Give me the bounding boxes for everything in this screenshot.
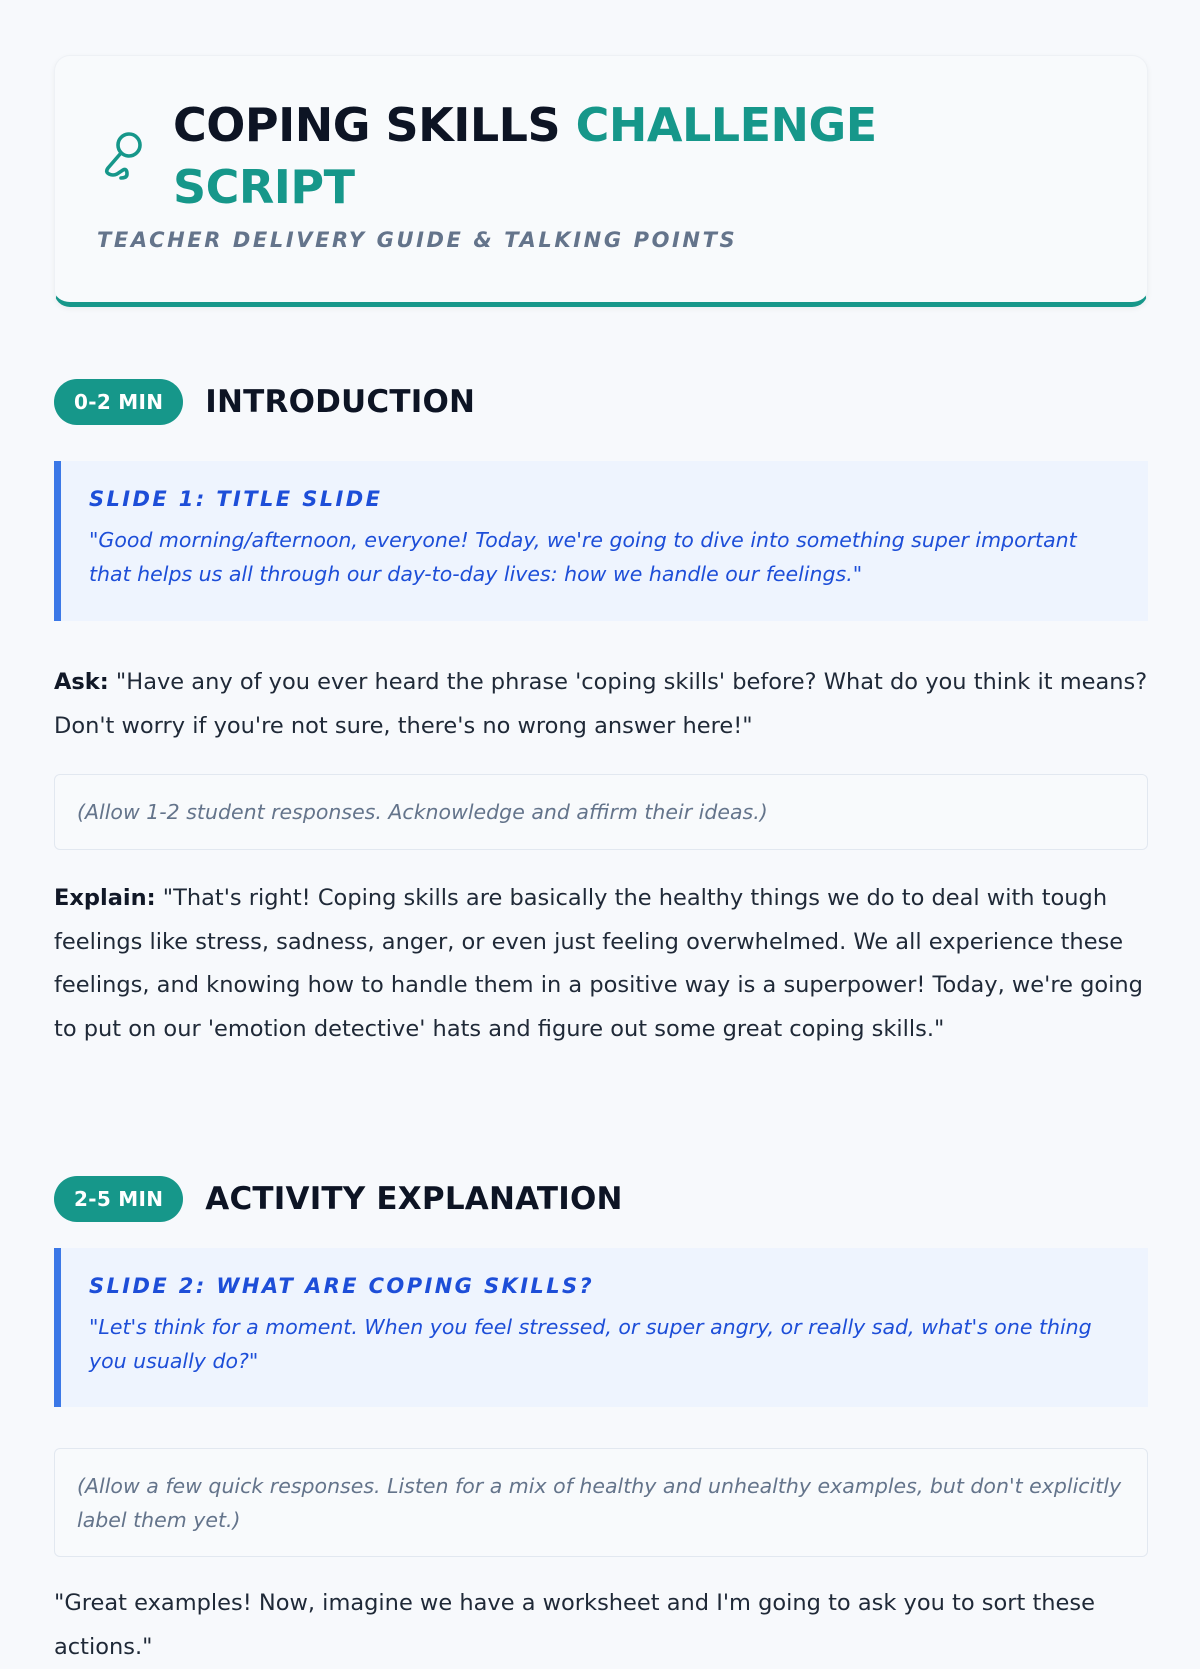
title-main: COPING SKILLS: [173, 98, 576, 152]
time-badge: 0-2 MIN: [54, 379, 183, 425]
page-title: [173, 94, 1053, 218]
slide-quote: "Let's think for a moment. When you feel stressed, or super angry, or really sad, what's one thing you usually do?": [89, 1315, 1092, 1373]
explain-paragraph: [54, 877, 1154, 1051]
ask-paragraph: [54, 661, 1154, 748]
time-badge: 2-5 MIN: [54, 1176, 183, 1222]
slide-quote: "Good morning/afternoon, everyone! Today, we're going to dive into something super important that helps us all through our day-to-day lives: how we handle our feelings.": [89, 528, 1077, 586]
section-header-activity-explanation: [54, 1176, 623, 1222]
header-card: [54, 55, 1148, 307]
slide-callout: [54, 461, 1148, 621]
section-header-introduction: [54, 379, 475, 425]
explain-label: Explain:: [54, 885, 156, 911]
ask-label: Ask:: [54, 669, 109, 695]
microphone-icon: [99, 128, 147, 182]
continuation-paragraph: "Great examples! Now, imagine we have a worksheet and I'm going to ask you to sort these actions.": [54, 1590, 1095, 1660]
title-accent: CHALLENGE SCRIPT: [173, 98, 877, 214]
slide-callout: [54, 1248, 1148, 1407]
section-title: INTRODUCTION: [205, 384, 476, 420]
stage-direction-note: (Allow 1-2 student responses. Acknowledge and affirm their ideas.): [54, 774, 1148, 850]
section-title: ACTIVITY EXPLANATION: [205, 1181, 623, 1217]
slide-label: SLIDE 1: TITLE SLIDE: [89, 487, 383, 511]
ask-text: "Have any of you ever heard the phrase 'coping skills' before? What do you think it means? Don't worry if you're not sure, there's no wrong answer here!": [54, 669, 1148, 739]
page-subtitle: TEACHER DELIVERY GUIDE & TALKING POINTS: [97, 228, 738, 252]
stage-direction-note: (Allow a few quick responses. Listen for a mix of healthy and unhealthy examples, but don't explicitly label them yet.): [54, 1448, 1148, 1557]
slide-label: SLIDE 2: WHAT ARE COPING SKILLS?: [89, 1274, 595, 1298]
explain-text: "That's right! Coping skills are basically the healthy things we do to deal with tough feelings like stress, sadness, anger, or even just feeling overwhelmed. We all experience these feelings, and knowing how to handle them in a positive way is a superpower! Today, we're going to put on our 'emotion detective' hats and figure out some great coping skills.": [54, 885, 1143, 1042]
